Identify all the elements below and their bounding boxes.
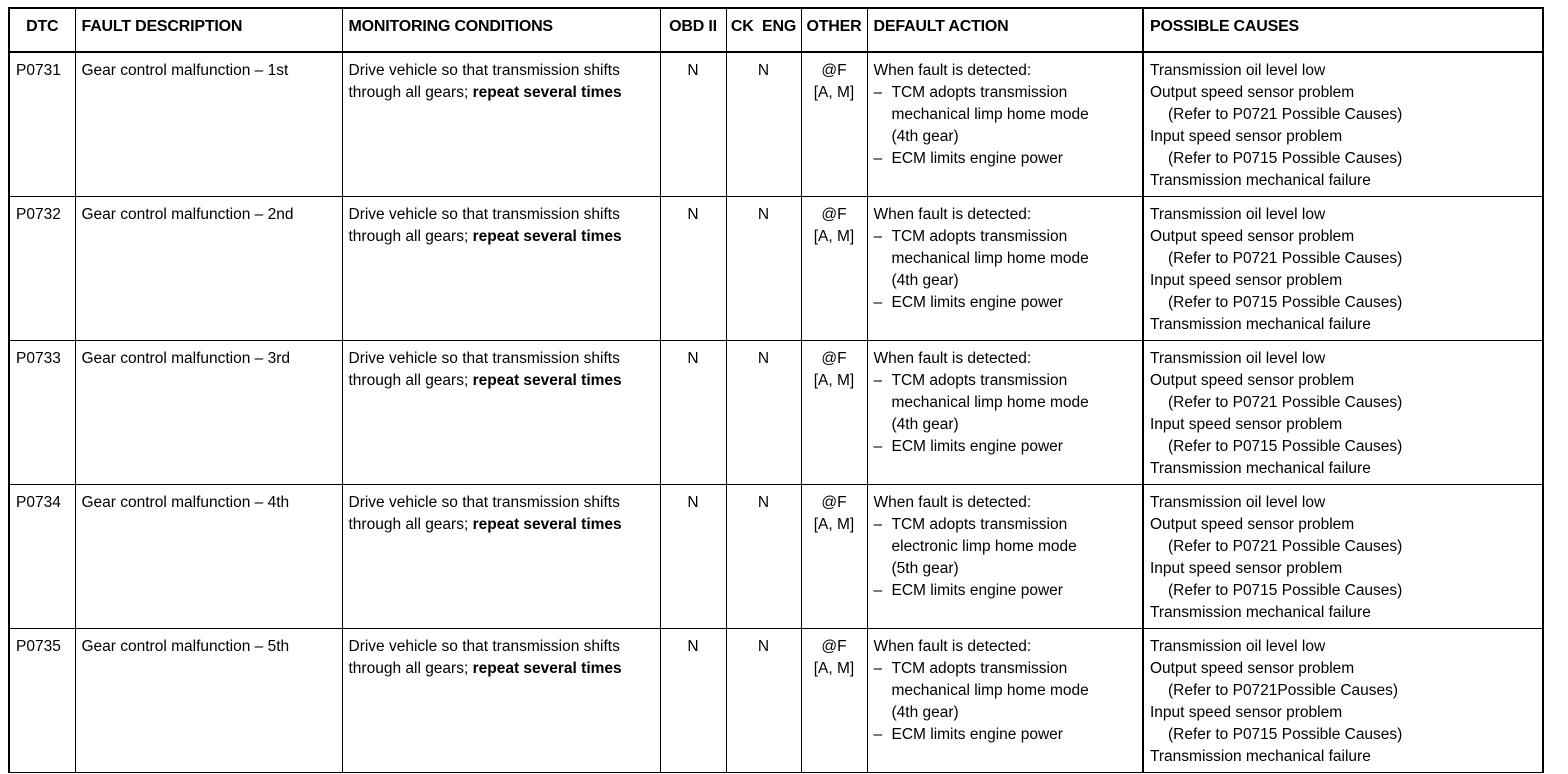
dash-mark: – [873,293,883,311]
cause-reference: (Refer to P0721 Possible Causes) [1168,106,1403,123]
dtc-code: P0733 [9,340,75,484]
default-action-item-1 [874,82,1143,104]
default-action-item-1-line-3: (5th gear) [891,559,959,577]
monitoring-line-2-text: through all gears; [348,371,469,389]
default-action-heading: When fault is detected: [873,349,1032,367]
default-action-item-2-text: ECM limits engine power [891,293,1063,311]
monitoring-line-2 [349,226,660,248]
monitoring-emphasis: repeat several times [472,371,622,389]
monitoring-conditions [342,52,660,196]
default-action-item-1-line-3: (4th gear) [891,703,959,721]
ck-eng-value: N [726,340,801,484]
table-row [9,628,1543,772]
cause-reference: (Refer to P0715 Possible Causes) [1168,293,1403,311]
default-action-item-1 [874,370,1143,392]
ck-eng-value: N [726,628,801,772]
cause-line: Output speed sensor problem [1150,659,1355,677]
monitoring-conditions [342,340,660,484]
monitoring-line-1: Drive vehicle so that transmission shifts [348,349,620,367]
cause-line: Transmission oil level low [1150,349,1326,367]
possible-causes [1143,628,1543,772]
dash-mark: – [873,437,883,455]
dash-mark: – [873,725,883,743]
cause-reference: (Refer to P0721 Possible Causes) [1168,537,1403,555]
other-value [801,484,867,628]
cause-line: Input speed sensor problem [1150,271,1343,289]
default-action-heading: When fault is detected: [873,205,1032,223]
monitoring-line-1: Drive vehicle so that transmission shifts [348,205,620,223]
default-action [867,628,1143,772]
monitoring-line-1: Drive vehicle so that transmission shifts [348,637,620,655]
default-action-item-1-line-1: TCM adopts transmission [891,659,1068,677]
default-action-item-1-line-2: electronic limp home mode [891,537,1077,555]
other-line-2: [A, M] [813,515,855,533]
cause-line: Input speed sensor problem [1150,703,1343,721]
monitoring-emphasis: repeat several times [472,84,622,101]
default-action-item-2 [874,148,1143,170]
cause-reference: (Refer to P0715 Possible Causes) [1168,725,1403,743]
obd-ii-value: N [660,340,726,484]
other-line-2: [A, M] [813,84,855,101]
monitoring-emphasis: repeat several times [472,659,622,677]
dash-mark: – [873,371,883,389]
header-ck-eng: CK ENG [726,8,801,52]
default-action-item-1-line-3: (4th gear) [891,415,959,433]
table-row [9,484,1543,628]
dash-mark: – [873,150,883,167]
obd-ii-value: N [660,52,726,196]
cause-reference: (Refer to P0721Possible Causes) [1168,681,1399,699]
default-action-item-1-line-1: TCM adopts transmission [891,84,1068,101]
monitoring-line-2 [349,658,660,680]
cause-line: Transmission oil level low [1150,62,1326,79]
table-row [9,196,1543,340]
monitoring-line-2-text: through all gears; [348,659,469,677]
other-value [801,340,867,484]
header-default-action: DEFAULT ACTION [867,8,1143,52]
possible-causes [1143,484,1543,628]
dtc-code: P0735 [9,628,75,772]
monitoring-emphasis: repeat several times [472,227,622,245]
dtc-table-page [8,7,1544,773]
dash-mark: – [873,84,883,101]
dtc-table [8,7,1544,773]
cause-line: Input speed sensor problem [1150,128,1343,145]
other-line-1: @F [821,493,847,511]
other-line-2: [A, M] [813,371,855,389]
default-action [867,52,1143,196]
header-possible-causes: POSSIBLE CAUSES [1143,8,1543,52]
cause-line: Transmission oil level low [1150,493,1326,511]
cause-line: Input speed sensor problem [1150,415,1343,433]
cause-reference: (Refer to P0715 Possible Causes) [1168,150,1403,167]
default-action-item-1 [874,226,1143,248]
default-action-item-1-line-2: mechanical limp home mode [891,106,1089,123]
other-line-2: [A, M] [813,227,855,245]
table-row [9,340,1543,484]
fault-description: Gear control malfunction – 5th [75,628,342,772]
dash-mark: – [873,227,883,245]
other-value [801,628,867,772]
dtc-code: P0732 [9,196,75,340]
cause-reference: (Refer to P0715 Possible Causes) [1168,581,1403,599]
ck-eng-value: N [726,52,801,196]
default-action-item-1-line-2: mechanical limp home mode [891,249,1089,267]
default-action-item-1 [874,658,1143,680]
monitoring-line-2-text: through all gears; [348,84,469,101]
cause-line: Output speed sensor problem [1150,84,1355,101]
monitoring-emphasis: repeat several times [472,515,622,533]
cause-line: Input speed sensor problem [1150,559,1343,577]
default-action-heading: When fault is detected: [873,62,1032,79]
cause-line: Transmission oil level low [1150,205,1326,223]
fault-description: Gear control malfunction – 4th [75,484,342,628]
possible-causes [1143,340,1543,484]
monitoring-conditions [342,484,660,628]
default-action [867,340,1143,484]
cause-line: Output speed sensor problem [1150,227,1355,245]
header-other: OTHER [801,8,867,52]
default-action-item-1-line-3: (4th gear) [891,128,959,145]
default-action-item-1-line-1: TCM adopts transmission [891,371,1068,389]
default-action-item-2-text: ECM limits engine power [891,150,1063,167]
ck-eng-value: N [726,484,801,628]
default-action-item-2 [874,724,1143,746]
header-fault-description: FAULT DESCRIPTION [75,8,342,52]
cause-line: Output speed sensor problem [1150,515,1355,533]
other-value [801,196,867,340]
header-dtc: DTC [9,8,75,52]
monitoring-line-2 [349,82,660,104]
cause-line: Output speed sensor problem [1150,371,1355,389]
cause-reference: (Refer to P0721 Possible Causes) [1168,393,1403,411]
other-line-2: [A, M] [813,659,855,677]
monitoring-conditions [342,628,660,772]
default-action-item-1-line-1: TCM adopts transmission [891,227,1068,245]
header-row [9,8,1543,52]
other-line-1: @F [821,349,847,367]
default-action-item-1-line-1: TCM adopts transmission [891,515,1068,533]
default-action-item-2 [874,580,1143,602]
possible-causes [1143,52,1543,196]
table-row [9,52,1543,196]
fault-description: Gear control malfunction – 1st [75,52,342,196]
obd-ii-value: N [660,196,726,340]
monitoring-conditions [342,196,660,340]
cause-reference: (Refer to P0721 Possible Causes) [1168,249,1403,267]
default-action [867,196,1143,340]
default-action [867,484,1143,628]
other-line-1: @F [821,62,847,79]
ck-eng-value: N [726,196,801,340]
default-action-heading: When fault is detected: [873,637,1032,655]
monitoring-line-2-text: through all gears; [348,227,469,245]
cause-line: Transmission mechanical failure [1150,172,1371,189]
dash-mark: – [873,581,883,599]
default-action-item-2 [874,436,1143,458]
monitoring-line-2 [349,514,660,536]
cause-line: Transmission mechanical failure [1150,459,1371,477]
other-line-1: @F [821,205,847,223]
other-value [801,52,867,196]
header-obd-ii: OBD II [660,8,726,52]
monitoring-line-1: Drive vehicle so that transmission shifts [348,62,620,79]
cause-line: Transmission mechanical failure [1150,747,1371,765]
default-action-item-1 [874,514,1143,536]
default-action-item-2 [874,292,1143,314]
default-action-item-2-text: ECM limits engine power [891,725,1063,743]
default-action-item-2-text: ECM limits engine power [891,437,1063,455]
default-action-heading: When fault is detected: [873,493,1032,511]
dtc-code: P0734 [9,484,75,628]
header-monitoring-conditions: MONITORING CONDITIONS [342,8,660,52]
default-action-item-1-line-2: mechanical limp home mode [891,393,1089,411]
dash-mark: – [873,659,883,677]
cause-reference: (Refer to P0715 Possible Causes) [1168,437,1403,455]
dash-mark: – [873,515,883,533]
possible-causes [1143,196,1543,340]
cause-line: Transmission oil level low [1150,637,1326,655]
default-action-item-2-text: ECM limits engine power [891,581,1063,599]
cause-line: Transmission mechanical failure [1150,315,1371,333]
obd-ii-value: N [660,628,726,772]
monitoring-line-2-text: through all gears; [348,515,469,533]
monitoring-line-2 [349,370,660,392]
obd-ii-value: N [660,484,726,628]
default-action-item-1-line-2: mechanical limp home mode [891,681,1089,699]
fault-description: Gear control malfunction – 3rd [75,340,342,484]
cause-line: Transmission mechanical failure [1150,603,1371,621]
other-line-1: @F [821,637,847,655]
fault-description: Gear control malfunction – 2nd [75,196,342,340]
monitoring-line-1: Drive vehicle so that transmission shifts [348,493,620,511]
dtc-code: P0731 [9,52,75,196]
default-action-item-1-line-3: (4th gear) [891,271,959,289]
